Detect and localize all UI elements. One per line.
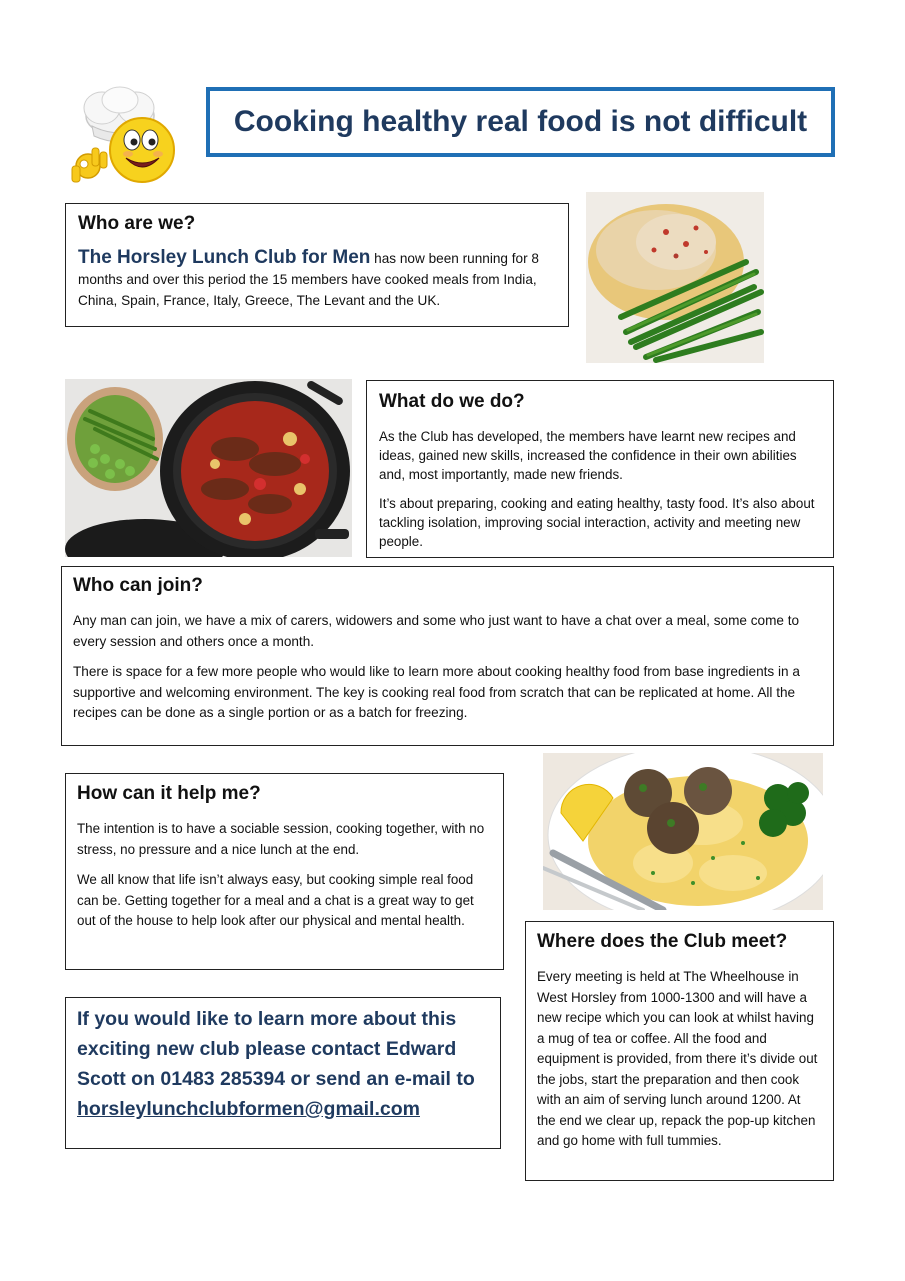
club-name: The Horsley Lunch Club for Men: [78, 247, 371, 268]
what-do-we-do-section: [366, 380, 834, 558]
who-can-join-para1: Any man can join, we have a mix of carers, widowers and some who just want to have a chat over a meal, some come to every session and others once a month.: [73, 613, 800, 649]
title-banner: [206, 87, 835, 157]
sausage-casserole-pot-image: [65, 379, 352, 557]
page-title: Cooking healthy real food is not difficult: [233, 105, 808, 138]
how-can-it-help-section: [65, 773, 504, 970]
what-do-we-do-heading: What do we do?: [379, 391, 525, 412]
contact-text: If you would like to learn more about this exciting new club please contact Edward Scott on 01483 285394 or send an e-mail to: [77, 1008, 475, 1090]
who-are-we-section: [65, 203, 569, 327]
how-can-it-help-heading: How can it help me?: [77, 783, 261, 804]
how-can-it-help-para1: The intention is to have a sociable session, cooking together, with no stress, no pressure and a nice lunch at the end.: [77, 821, 485, 857]
where-meet-body: Every meeting is held at The Wheelhouse in West Horsley from 1000-1300 and will have a new recipe which you can look at whilst having a mug of tea or coffee. All the food and equipment is provided, from there it’s divide out the jobs, start the preparation and then cook with an aim of serving lunch around 1200. At the end we clear up, repack the pop-up kitchen and go home with full tummies.: [537, 969, 818, 1148]
who-are-we-text: [78, 247, 556, 311]
what-do-we-do-para2: It’s about preparing, cooking and eating healthy, tasty food. It’s also about tackling isolation, improving social interaction, activity and meeting new people.: [379, 496, 815, 549]
pasta-and-green-beans-image: [586, 192, 764, 363]
who-can-join-section: [61, 566, 834, 746]
where-meet-heading: Where does the Club meet?: [537, 931, 788, 952]
who-can-join-para2: There is space for a few more people who would like to learn more about cooking healthy food from base ingredients in a supportive and welcoming environment. The key is cooking real food from scratch that can be replicated at home. All the recipes can be done as a single portion or as a batch for freezing.: [73, 664, 800, 720]
contact-section: [65, 997, 501, 1149]
pasta-photo: [586, 192, 764, 363]
who-are-we-body: has now been running for 8 months and over this period the 15 members have cooked meals from India, China, Spain, France, Italy, Greece, The Levant and the UK.: [78, 251, 539, 308]
chef-smiley-icon: [62, 86, 182, 190]
who-can-join-heading: Who can join?: [73, 575, 203, 596]
meatballs-and-orzo-image: [543, 753, 823, 910]
meatballs-photo: [543, 753, 823, 910]
who-are-we-heading: Who are we?: [78, 213, 196, 234]
casserole-photo: [65, 379, 352, 557]
where-meet-section: [525, 921, 834, 1181]
contact-email-link[interactable]: horsleylunchclubformen@gmail.com: [77, 1098, 420, 1120]
what-do-we-do-para1: As the Club has developed, the members have learnt new recipes and ideas, gained new skills, increased the confidence in their own abilities and, most importantly, made new friends.: [379, 429, 797, 482]
how-can-it-help-para2: We all know that life isn’t always easy, but cooking simple real food can be. Getting together for a meal and a chat is a great way to get out of the house to help look after our physical and mental health.: [77, 872, 474, 928]
